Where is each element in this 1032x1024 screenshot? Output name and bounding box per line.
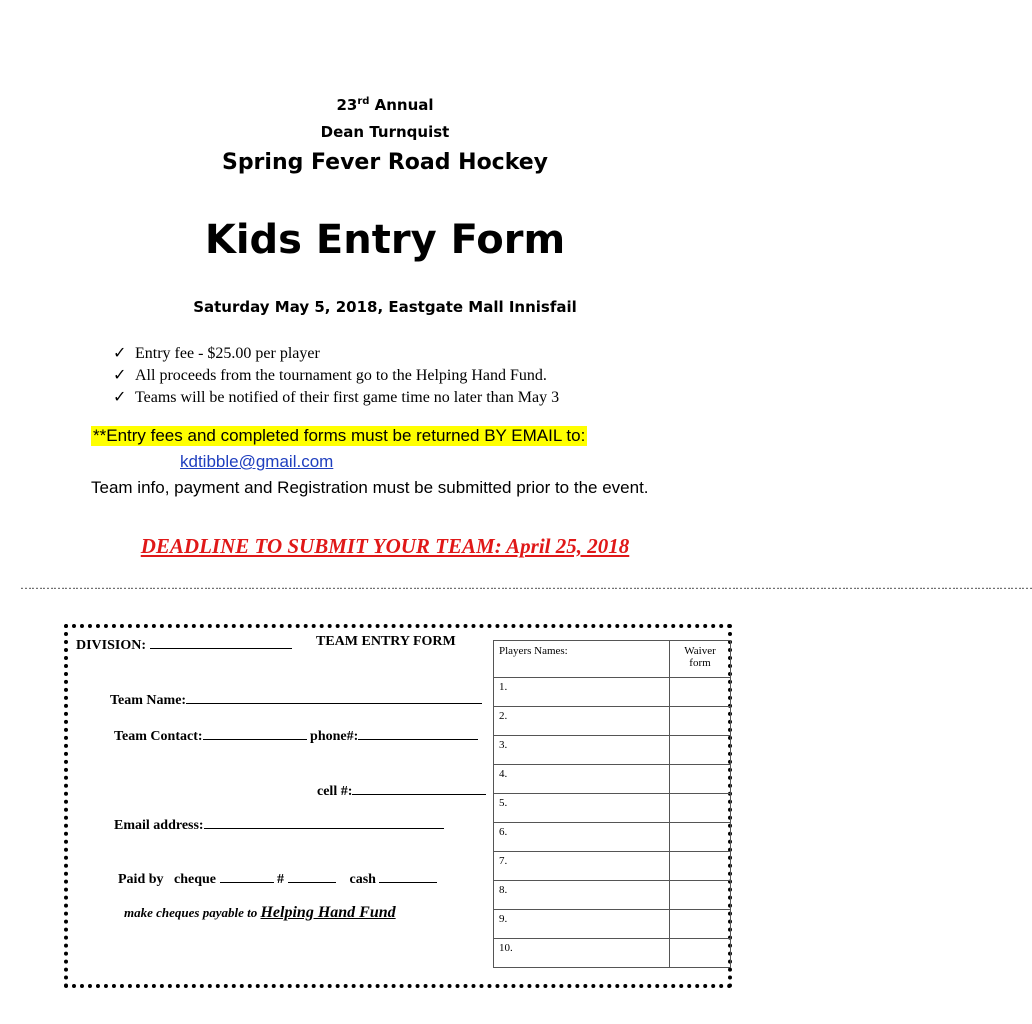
table-row [494,736,731,765]
team-name-blank[interactable] [186,689,482,704]
checkmark-icon: ✓ [113,389,127,406]
table-row [494,823,731,852]
waiver-form-header: Waiver form [670,641,731,678]
annual-heading: 23rd Annual [336,96,434,114]
list-item: ✓ Entry fee - $25.00 per player [113,343,559,365]
team-contact-field: Team Contact: phone#: [114,725,478,745]
waiver-cell[interactable] [670,939,731,968]
event-title: Spring Fever Road Hockey [221,150,549,175]
table-row [494,765,731,794]
deadline-text: DEADLINE TO SUBMIT YOUR TEAM: April 25, 2018 [140,534,630,558]
waiver-cell[interactable] [670,765,731,794]
table-row [494,794,731,823]
waiver-cell[interactable] [670,794,731,823]
team-contact-blank[interactable] [203,725,307,740]
waiver-cell[interactable] [670,823,731,852]
division-blank[interactable] [150,634,292,649]
team-entry-form-label: TEAM ENTRY FORM [316,634,456,649]
payment-field: Paid by cheque # cash [118,868,437,888]
info-list [113,343,559,409]
cheque-blank[interactable] [220,868,274,883]
team-name-field: Team Name: [110,689,482,709]
table-row [494,881,731,910]
table-row [494,939,731,968]
email-link[interactable]: kdtibble@gmail.com [180,452,334,471]
cell-blank[interactable] [352,780,486,795]
players-table [493,640,731,968]
team-entry-form [64,624,732,988]
players-names-header: Players Names: [494,641,670,678]
player-name-cell[interactable]: 1. [494,678,670,707]
table-row [494,852,731,881]
registration-note: Team info, payment and Registration must be submitted prior to the event. [91,478,649,497]
waiver-cell[interactable] [670,678,731,707]
dean-heading: Dean Turnquist [320,123,450,141]
phone-blank[interactable] [358,725,478,740]
cut-line-divider: …………………………………………………………………………………………………………………………………………………………………………………………………………………………………………………… [20,578,1032,592]
table-row [494,707,731,736]
player-name-cell[interactable]: 2. [494,707,670,736]
list-item: ✓ Teams will be notified of their first game time no later than May 3 [113,387,559,409]
cash-blank[interactable] [379,868,437,883]
waiver-cell[interactable] [670,852,731,881]
page-title: Kids Entry Form [204,217,566,263]
waiver-cell[interactable] [670,881,731,910]
table-header-row [494,641,731,678]
waiver-cell[interactable] [670,707,731,736]
player-name-cell[interactable]: 4. [494,765,670,794]
player-name-cell[interactable]: 9. [494,910,670,939]
list-item: ✓ All proceeds from the tournament go to the Helping Hand Fund. [113,365,559,387]
payable-note: make cheques payable to Helping Hand Fund [124,904,396,921]
cheque-number-blank[interactable] [288,868,336,883]
table-row [494,678,731,707]
waiver-cell[interactable] [670,910,731,939]
player-name-cell[interactable]: 7. [494,852,670,881]
player-name-cell[interactable]: 5. [494,794,670,823]
player-name-cell[interactable]: 3. [494,736,670,765]
player-name-cell[interactable]: 10. [494,939,670,968]
email-blank[interactable] [204,814,444,829]
cell-field: cell #: [317,780,486,800]
checkmark-icon: ✓ [113,367,127,384]
player-name-cell[interactable]: 8. [494,881,670,910]
player-name-cell[interactable]: 6. [494,823,670,852]
checkmark-icon: ✓ [113,345,127,362]
event-date-location: Saturday May 5, 2018, Eastgate Mall Innisfail [193,298,577,316]
division-field: DIVISION: [76,634,292,654]
email-notice: **Entry fees and completed forms must be returned BY EMAIL to: [93,426,586,445]
waiver-cell[interactable] [670,736,731,765]
email-field: Email address: [114,814,444,834]
table-row [494,910,731,939]
